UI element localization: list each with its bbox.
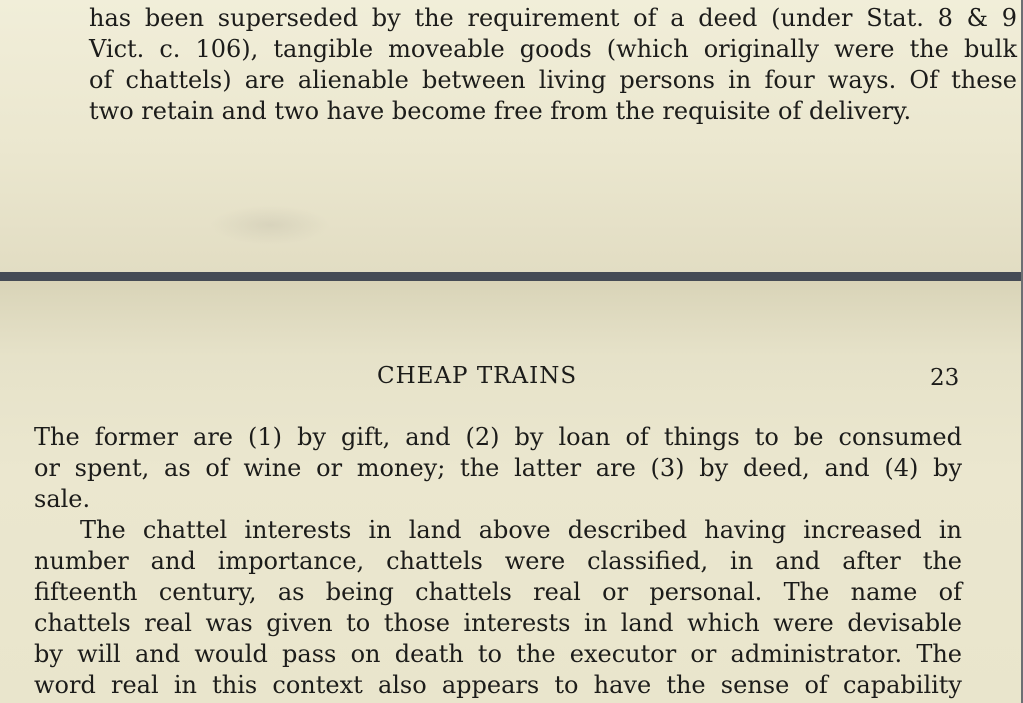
text-line: sale. <box>34 485 91 513</box>
text-line: The chattel interests in land above described having increased in <box>80 516 962 544</box>
text-line: two retain and two have become free from the requisite of delivery. <box>89 97 912 125</box>
text-line: word real in this context also appears to have the sense of capability <box>34 671 962 699</box>
text-line: chattels real was given to those interests in land which were devisable <box>34 609 962 637</box>
text-line: number and importance, chattels were classified, in and after the <box>34 547 962 575</box>
text-line: fifteenth century, as being chattels real or personal. The name of <box>34 578 962 606</box>
text-line: or spent, as of wine or money; the latter are (3) by deed, and (4) by <box>34 454 962 482</box>
text-line: by will and would pass on death to the executor or administrator. The <box>34 640 962 668</box>
text-line: of chattels) are alienable between living persons in four ways. Of these <box>89 66 1017 94</box>
previous-page <box>0 0 1021 272</box>
page-separator <box>0 272 1023 281</box>
current-page-text <box>34 422 962 701</box>
page-number: 23 <box>930 365 960 391</box>
current-page <box>0 281 1021 703</box>
text-line: has been superseded by the requirement of a deed (under Stat. 8 & 9 <box>89 4 1017 32</box>
text-line: The former are (1) by gift, and (2) by loan of things to be consumed <box>34 423 962 451</box>
running-head: CHEAP TRAINS <box>377 363 578 389</box>
previous-page-text <box>89 3 1017 127</box>
text-line: Vict. c. 106), tangible moveable goods (which originally were the bulk <box>89 35 1017 63</box>
page-smudge <box>210 205 330 245</box>
